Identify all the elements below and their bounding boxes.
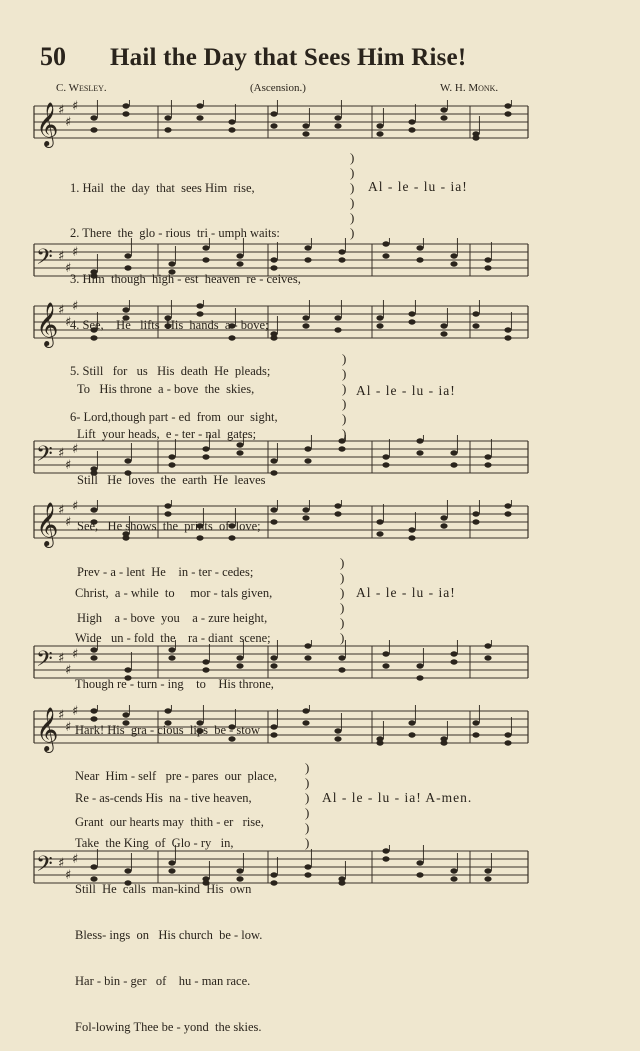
hymn-title: Hail the Day that Sees Him Rise! — [110, 44, 467, 71]
hymn-number: 50 — [40, 42, 66, 71]
svg-text:♯: ♯ — [65, 663, 72, 678]
lyric-line: High a - bove you a - zure height, — [77, 611, 268, 626]
svg-text:♯: ♯ — [58, 446, 65, 461]
lyric-line: Lift your heads, e - ter - nal gates; — [77, 427, 257, 442]
brace-2: ) ) ) ) ) ) — [342, 351, 347, 441]
lyric-line: Still He calls man-kind His own — [75, 882, 252, 897]
svg-text:𝄢: 𝄢 — [36, 442, 53, 472]
svg-text:♯: ♯ — [72, 500, 79, 514]
lyric-line: See, He shows the prints of love; — [77, 519, 261, 534]
svg-text:𝄞: 𝄞 — [36, 502, 59, 546]
lyric-line: Grant our hearts may thith - er rise, — [75, 815, 264, 830]
brace-3: ) ) ) ) ) ) — [340, 555, 345, 645]
lyric-line: Near Him - self pre - pares our place, — [75, 769, 277, 784]
svg-text:♯: ♯ — [58, 856, 65, 871]
svg-text:♯: ♯ — [72, 300, 79, 314]
svg-text:♯: ♯ — [65, 261, 72, 276]
brace-4: ) ) ) ) ) ) — [305, 760, 310, 850]
lyric-line: 6- Lord,though part - ed from our sight, — [70, 410, 278, 425]
lyric-line: 4. See, He lifts His hands a - bove; — [70, 318, 269, 333]
lyric-line: 3. Him though high - est heaven re - ceives, — [70, 272, 301, 287]
composer-credit: W. H. Monk. — [440, 82, 499, 94]
svg-text:♯: ♯ — [58, 103, 65, 118]
lyric-line: Though re - turn - ing to His throne, — [75, 677, 274, 692]
svg-text:𝄢: 𝄢 — [36, 852, 53, 882]
refrain-3: Al - le - lu - ia! — [356, 585, 456, 600]
svg-text:♯: ♯ — [58, 708, 65, 723]
author-credit: C. Wesley. — [56, 82, 107, 94]
lyric-line: 5. Still for us His death He pleads; — [70, 364, 271, 379]
svg-text:♯: ♯ — [72, 647, 79, 662]
treble-staff-1 — [0, 100, 640, 156]
svg-text:𝄢: 𝄢 — [36, 647, 53, 677]
svg-text:♯: ♯ — [58, 303, 65, 318]
lyric-line: Still He loves the earth He leaves — [77, 473, 266, 488]
lyric-line: Fol-lowing Thee be - yond the skies. — [75, 1020, 262, 1035]
lyric-line: To His throne a - bove the skies, — [77, 381, 255, 396]
lyric-line: Har - bin - ger of hu - man race. — [75, 974, 251, 989]
lyric-line: Take the King of Glo - ry in, — [75, 836, 234, 851]
svg-text:♯: ♯ — [72, 245, 79, 260]
svg-text:𝄞: 𝄞 — [36, 102, 59, 146]
lyric-line: 1. Hail the day that sees Him rise, — [70, 180, 255, 195]
svg-text:♯: ♯ — [65, 868, 72, 883]
svg-text:♯: ♯ — [72, 100, 79, 114]
svg-text:♯: ♯ — [65, 720, 72, 735]
lyrics-block-4 — [75, 760, 262, 1051]
lyric-line: Re - as-cends His na - tive heaven, — [75, 790, 252, 805]
refrain-4: Al - le - lu - ia! A-men. — [322, 790, 473, 805]
svg-text:♯: ♯ — [65, 115, 72, 130]
svg-text:♯: ♯ — [65, 458, 72, 473]
svg-text:♯: ♯ — [72, 705, 79, 719]
lyric-line: Prev - a - lent He in - ter - cedes; — [77, 565, 254, 580]
svg-text:𝄞: 𝄞 — [36, 707, 59, 751]
svg-text:𝄞: 𝄞 — [36, 302, 59, 346]
svg-text:♯: ♯ — [65, 315, 72, 330]
occasion-label: (Ascension.) — [250, 82, 306, 94]
lyric-line: Wide un - fold the ra - diant scene; — [75, 631, 271, 646]
svg-text:♯: ♯ — [58, 249, 65, 264]
svg-text:♯: ♯ — [58, 503, 65, 518]
svg-text:♯: ♯ — [58, 651, 65, 666]
brace-1: ) ) ) ) ) ) — [350, 150, 355, 240]
svg-text:♯: ♯ — [65, 515, 72, 530]
lyric-line: 2. There the glo - rious tri - umph waits: — [70, 226, 280, 241]
lyric-line: Christ, a - while to mor - tals given, — [75, 585, 273, 600]
lyric-line: Bless- ings on His church be - low. — [75, 928, 263, 943]
svg-text:♯: ♯ — [72, 442, 79, 457]
lyric-line: Hark! His gra - cious lips be - stow — [75, 723, 261, 738]
refrain-2: Al - le - lu - ia! — [356, 383, 456, 398]
svg-text:𝄢: 𝄢 — [36, 245, 53, 275]
refrain-1: Al - le - lu - ia! — [368, 179, 468, 194]
svg-text:♯: ♯ — [72, 852, 79, 867]
